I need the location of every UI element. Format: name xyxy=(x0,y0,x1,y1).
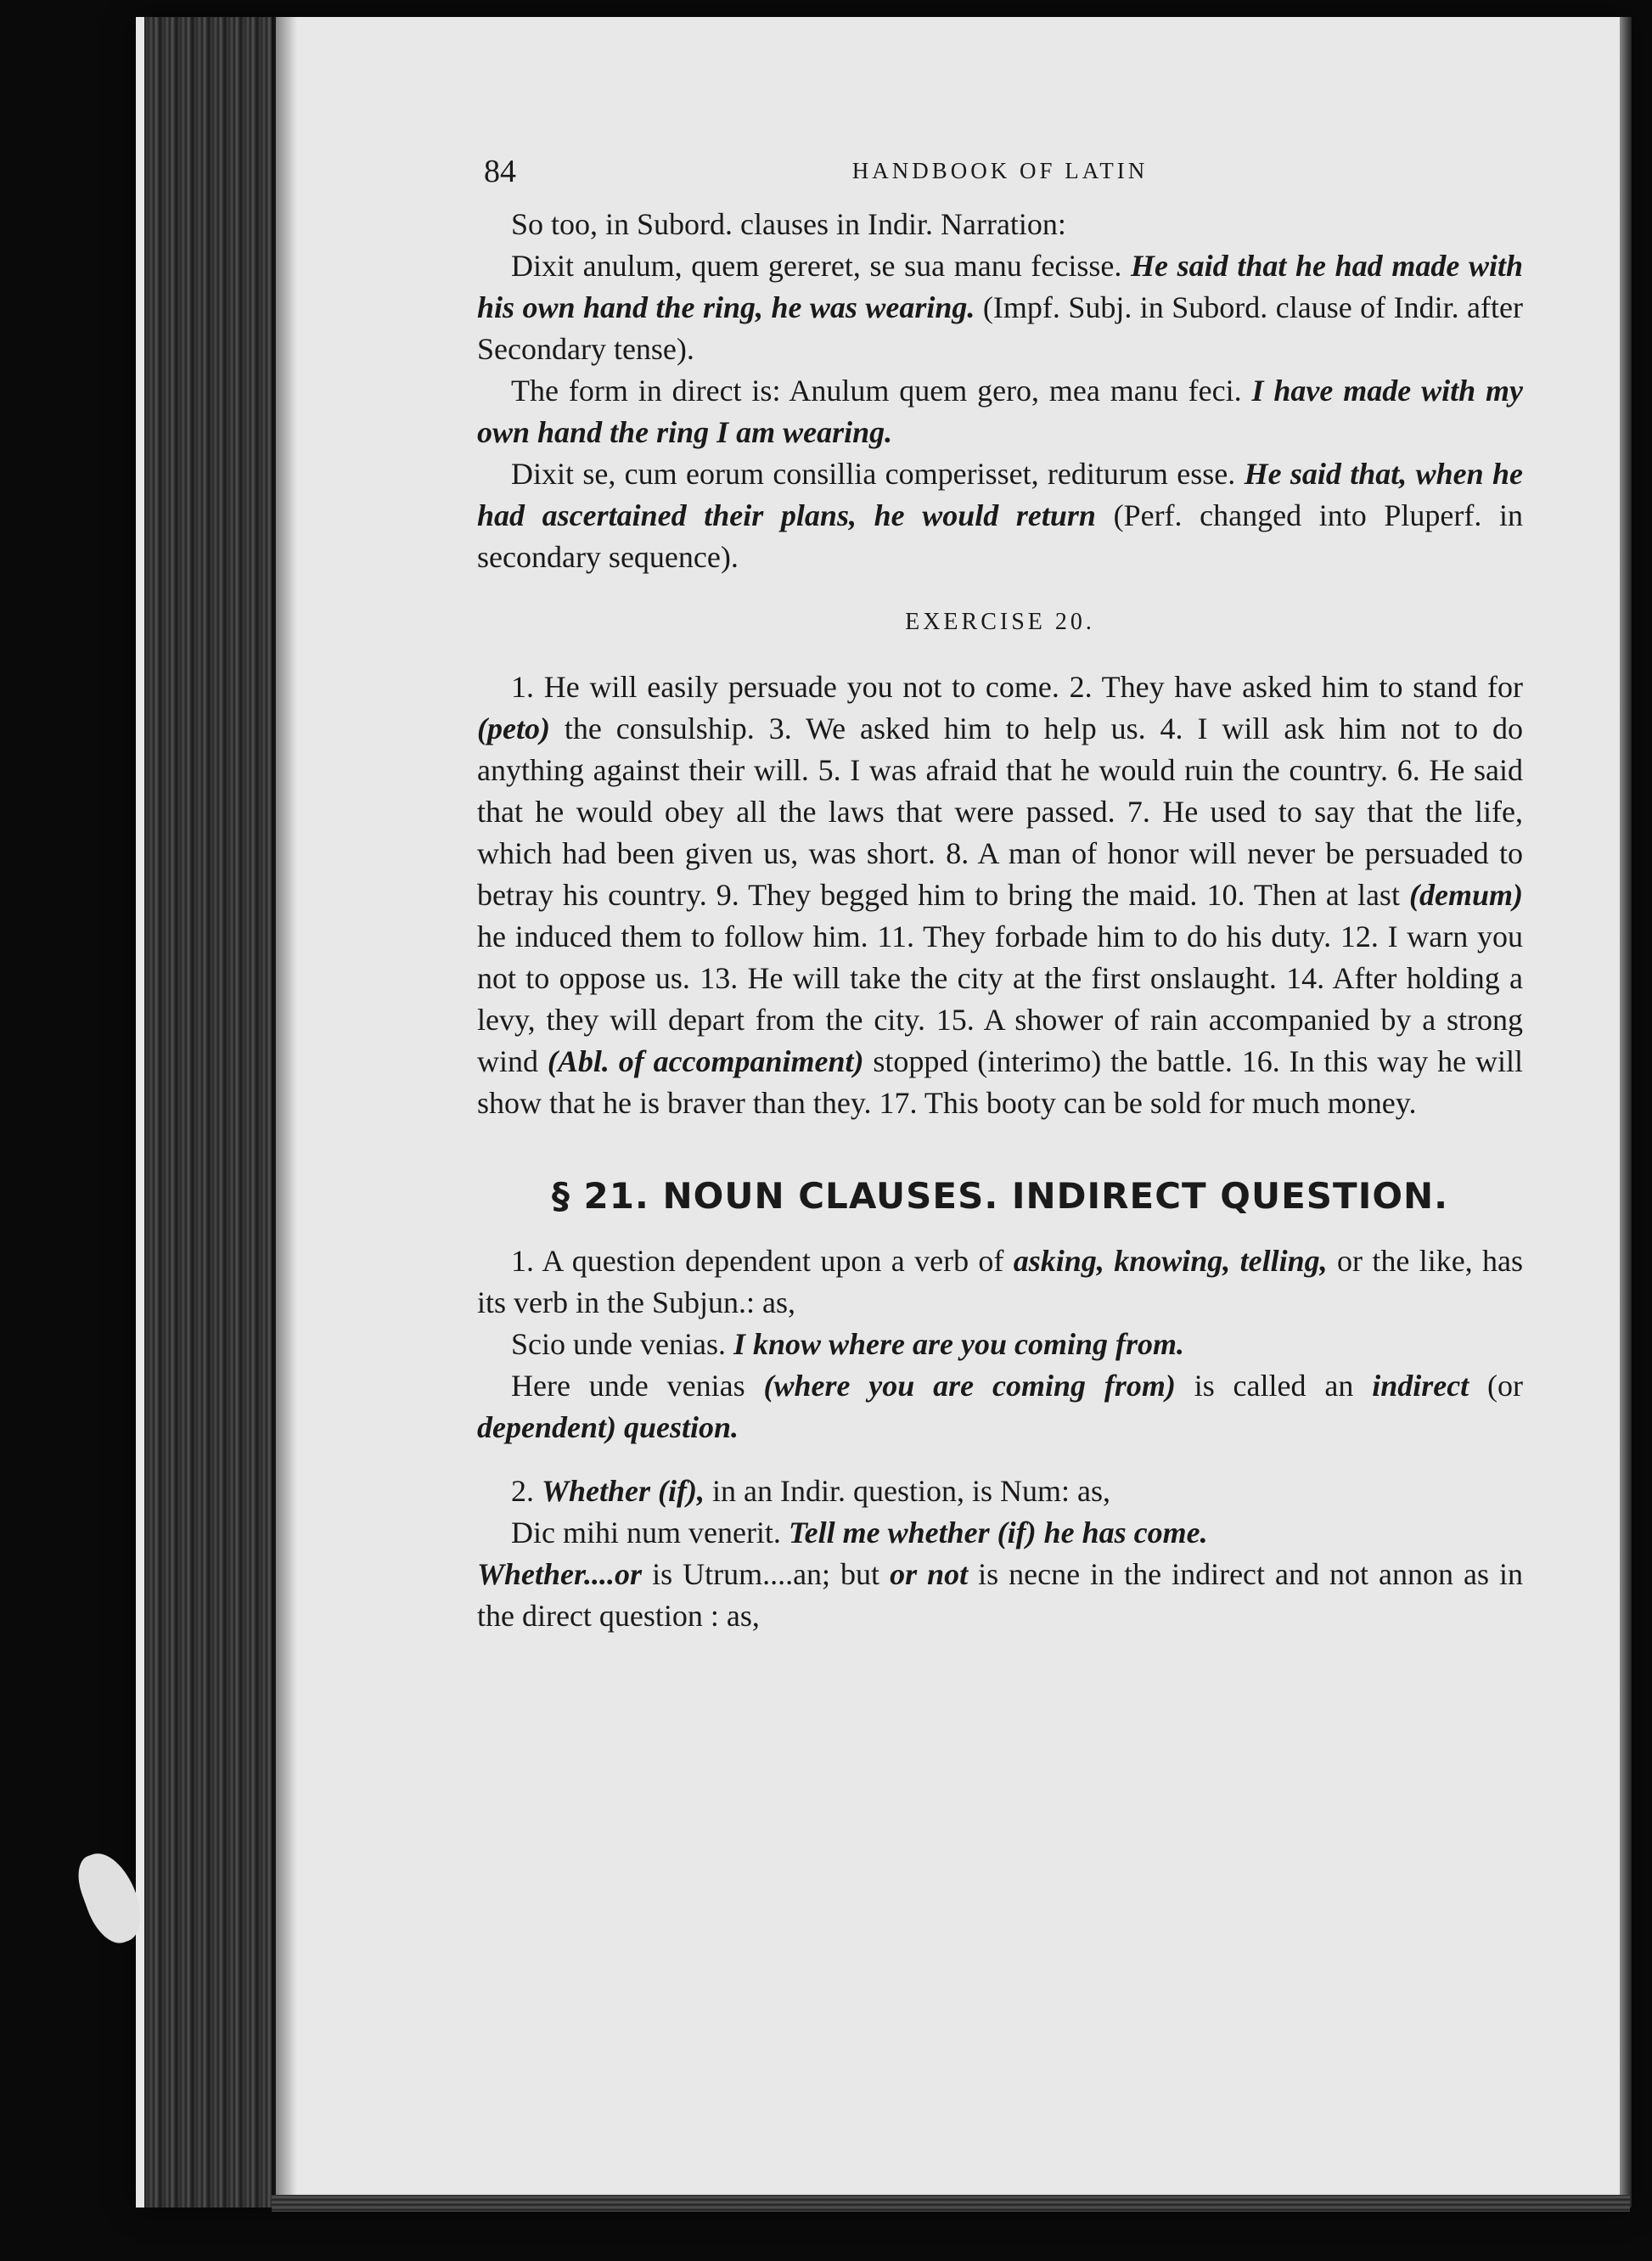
text: 2. xyxy=(511,1474,534,1508)
gutter-shadow xyxy=(272,17,297,2208)
intro-paragraph-3 xyxy=(477,370,1523,453)
text: he induced them to follow him. 11. They forbade him to do his duty. 12. I warn you not to oppose us. 13. He will take the city at the first onslaught. 14. After holding a levy, they will depart from the city. 15. A shower of rain accompanied by a strong wind xyxy=(477,920,1523,1078)
section-paragraph-3 xyxy=(477,1471,1523,1512)
book-spine xyxy=(144,17,276,2208)
italic-term: indirect xyxy=(1372,1369,1469,1403)
section-paragraph-2 xyxy=(477,1365,1523,1448)
page-content xyxy=(477,153,1523,1637)
text: 1. A question dependent upon a verb of xyxy=(511,1244,1004,1278)
latin-example: The form in direct is: Anulum quem gero, mea manu feci. xyxy=(511,374,1242,408)
text: 1. He will easily persuade you not to come. 2. They have asked him to stand for xyxy=(511,670,1523,704)
italic-term: Whether (if), xyxy=(542,1474,705,1508)
italic-term: dependent) xyxy=(477,1410,616,1444)
translation: He said that he had made with his own hand the ring, he was wearing. xyxy=(477,249,1523,324)
running-head: HANDBOOK OF LATIN xyxy=(851,158,1149,183)
italic-term: question. xyxy=(623,1410,739,1444)
intro-paragraph-4 xyxy=(477,453,1523,578)
text: So too, in Subord. clauses in Indir. Narration: xyxy=(511,207,1066,241)
exercise-heading: EXERCISE 20. xyxy=(905,609,1095,635)
italic-term: or not xyxy=(890,1557,969,1591)
italic-term: Whether....or xyxy=(477,1557,643,1591)
text: stopped (interimo) the battle. 16. In this way he will show that he is braver than they. 17. This booty can be sold for much money. xyxy=(477,1044,1523,1120)
translation: I know where are you coming from. xyxy=(733,1327,1184,1361)
spacer xyxy=(477,1448,1523,1471)
italic-term: (where you are coming from) xyxy=(763,1369,1176,1403)
note: (Impf. Subj. in Subord. clause of Indir. after Secondary tense). xyxy=(477,290,1523,366)
italic-term: (Abl. of accompaniment) xyxy=(547,1044,864,1078)
italic-term: asking, knowing, telling, xyxy=(1013,1244,1328,1278)
latin-example: Dixit anulum, quem gereret, se sua manu fecisse. xyxy=(511,249,1122,283)
section-paragraph-1 xyxy=(477,1240,1523,1324)
translation: He said that, when he had ascertained their plans, he would return xyxy=(477,457,1523,532)
latin-example: Scio unde venias. xyxy=(511,1327,726,1361)
text: (or xyxy=(1487,1369,1524,1403)
text: is called an xyxy=(1194,1369,1354,1403)
latin-example: Dixit se, cum eorum consillia comperisset, rediturum esse. xyxy=(511,457,1236,491)
page-header xyxy=(477,153,1523,204)
text: is necne in the indirect and not annon as in the direct question : as, xyxy=(477,1557,1524,1633)
text: is Utrum....an; but xyxy=(652,1557,880,1591)
text: Here unde venias xyxy=(511,1369,745,1403)
note: (Perf. changed into Pluperf. in secondary sequence). xyxy=(477,498,1523,574)
text: the consulship. 3. We asked him to help us. 4. I will ask him not to do anything against their will. 5. I was afraid that he would ruin the country. 6. He said that he would obey all the laws that were passed. 7. He used to say that the life, which had been given us, was short. 8. A man of honor will never be persuaded to betray his country. 9. They begged him to bring the maid. 10. Then at last xyxy=(477,711,1523,912)
page-number: 84 xyxy=(484,154,516,189)
text: in an Indir. question, is Num: as, xyxy=(712,1474,1110,1508)
section-paragraph-4 xyxy=(477,1554,1523,1637)
section-heading: § 21. NOUN CLAUSES. INDIRECT QUESTION. xyxy=(551,1175,1449,1217)
italic-term: (peto) xyxy=(477,711,550,745)
intro-paragraph-1 xyxy=(477,204,1523,245)
italic-term: (demum) xyxy=(1409,878,1523,912)
page-bottom-edge xyxy=(272,2195,1630,2212)
text: or the like, has its verb in the Subjun.: as, xyxy=(477,1244,1524,1319)
translation: Tell me whether (if) he has come. xyxy=(788,1516,1208,1550)
section-example-2 xyxy=(477,1512,1523,1554)
latin-example: Dic mihi num venerit. xyxy=(511,1516,781,1550)
exercise-body xyxy=(477,666,1523,1124)
section-example-1 xyxy=(477,1324,1523,1365)
intro-paragraph-2 xyxy=(477,245,1523,370)
translation: I have made with my own hand the ring I am wearing. xyxy=(477,374,1523,449)
page-right-edge xyxy=(1620,17,1632,2208)
